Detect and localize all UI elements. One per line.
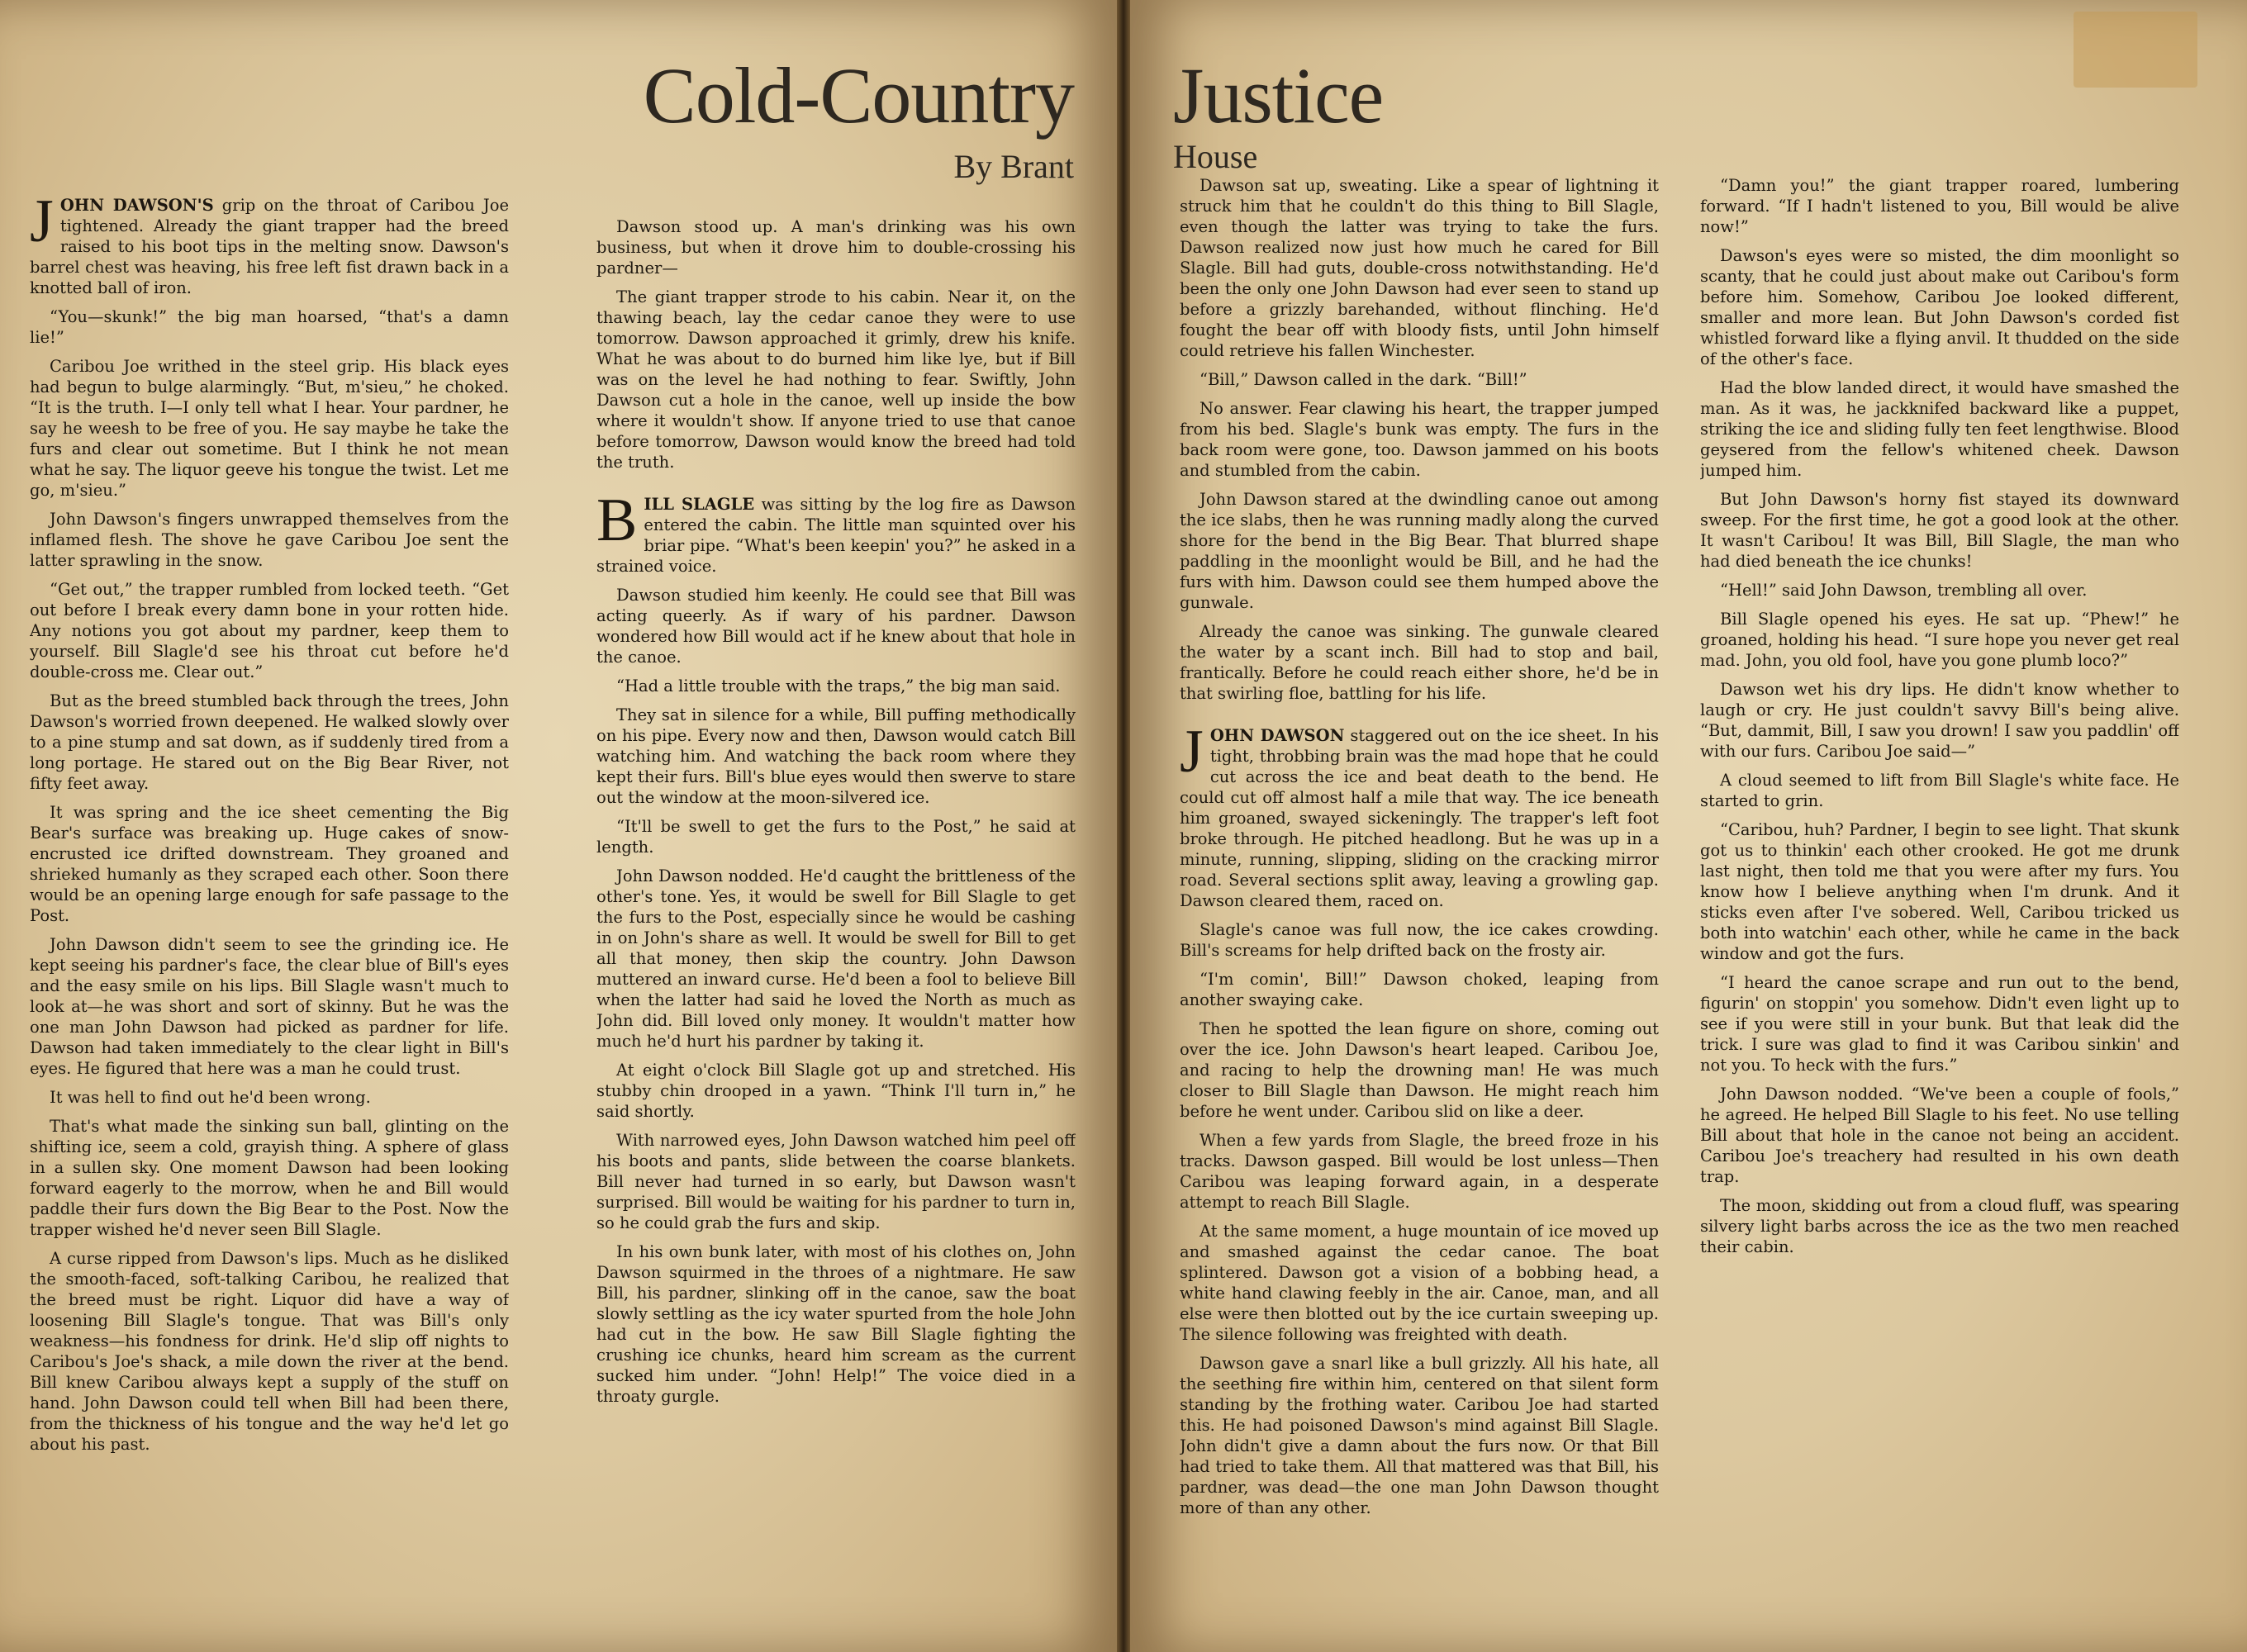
paragraph: “Caribou, huh? Pardner, I begin to see light. That skunk got us to thinkin' each other crooked. He got me drunk last night, then told me that you were after my furs. You know how I believe anything when I'm drunk. And it sticks even after I've sobered. Well, Caribou tricked us both into watchin' each other, while he came in the back window and got the furs.	[1700, 820, 2179, 963]
paragraph: A curse ripped from Dawson's lips. Much as he disliked the smooth-faced, soft-talking Caribou, he realized that the breed must be right. Liquor did have a way of loosening Bill Slagle's tongue. That was Bill's only weakness—his fondness for drink. He'd slip off nights to Caribou's Joe's shack, a mile down the river at the bend. Bill knew Caribou always kept a supply of the stuff on hand. John Dawson could tell when Bill had been there, from the thickness of his tongue and the way he'd let go about his past.	[30, 1249, 509, 1454]
paragraph: “I'm comin', Bill!” Dawson choked, leaping from another swaying cake.	[1180, 970, 1659, 1009]
paragraph: But John Dawson's horny fist stayed its downward sweep. For the first time, he got a good look at the other. It wasn't Caribou! It was Bill, Bill Slagle, the man who had died beneath the ice chunks!	[1700, 490, 2179, 571]
byline-first-part: By Brant	[953, 148, 1074, 185]
lead-in: ILL SLAGLE	[644, 495, 755, 514]
paragraph: Dawson's eyes were so misted, the dim moonlight so scanty, that he could just about make out Caribou's form before him. Somehow, Caribou Joe looked different, smaller and more lean. But John Dawson's corded fist whistled forward like a flying anvil. It thudded on the side of the other's face.	[1700, 246, 2179, 368]
paragraph: But as the breed stumbled back through the trees, John Dawson's worried frown deepened. He walked slowly over to a pine stump and sat down, as if suddenly tired from a long portage. He stared out on the Big Bear River, not fifty feet away.	[30, 691, 509, 793]
paragraph: A cloud seemed to lift from Bill Slagle's white face. He started to grin.	[1700, 771, 2179, 810]
drop-cap: B	[596, 487, 638, 554]
drop-cap: J	[1180, 718, 1204, 786]
paragraph: “Had a little trouble with the traps,” the big man said.	[616, 676, 1061, 695]
paragraph: It was hell to find out he'd been wrong.	[50, 1088, 371, 1107]
paragraph: Dawson gave a snarl like a bull grizzly. All his hate, all the seething fire within him, centered on that silent form standing by the frothing water. Caribou Joe had started this. He had poisoned Dawson's mind against Bill Slagle. John didn't give a damn about the furs now. Or that Bill had tried to take them. All that mattered was that Bill, his pardner, was dead—the one man John Dawson thought more of than any other.	[1180, 1354, 1659, 1517]
column-4	[1700, 175, 2179, 1629]
paragraph	[596, 487, 1076, 577]
paper-stain	[2074, 12, 2197, 88]
title-right-part: Justice	[1173, 51, 1384, 140]
column-2	[596, 216, 1076, 1629]
paragraph: “Hell!” said John Dawson, trembling all over.	[1720, 581, 2088, 600]
paragraph: “It'll be swell to get the furs to the Post,” he said at length.	[596, 817, 1076, 857]
right-page	[1130, 0, 2247, 1652]
paragraph-text: was sitting by the log fire as Dawson entered the cabin. The little man squinted over his briar pipe. “What's been keepin' you?” he asked in a strained voice.	[596, 495, 1076, 576]
paragraph: Dawson stood up. A man's drinking was his own business, but when it drove him to double-crossing his pardner—	[596, 217, 1076, 278]
paragraph: The moon, skidding out from a cloud fluff, was spearing silvery light barbs across the ice as the two men reached their cabin.	[1700, 1196, 2179, 1256]
paragraph: Then he spotted the lean figure on shore, coming out over the ice. John Dawson's heart leaped. Caribou Joe, and racing to help the drowning man! He was much closer to Bill Slagle than Dawson. He might reach him before he went under. Caribou slid on like a deer.	[1180, 1019, 1659, 1121]
drop-cap: J	[30, 195, 54, 255]
paragraph	[1180, 718, 1659, 911]
paragraph: In his own bunk later, with most of his clothes on, John Dawson squirmed in the throes of a nightmare. He saw Bill, his pardner, slinking off in the canoe, saw the boat slowly settling as the icy water spurted from the hole John had cut in the bow. He saw Bill Slagle fighting the crushing ice chunks, heard him scream as the current sucked him under. “John! Help!” The voice died in a throaty gurgle.	[596, 1242, 1076, 1406]
paragraph: Caribou Joe writhed in the steel grip. His black eyes had begun to bulge alarmingly. “But, m'sieu,” he choked. “It is the truth. I—I only tell what I hear. Your pardner, he say he weesh to be free of you. He say maybe he take the furs and clear out sometime. But I think he not mean what he say. The liquor geeve his tongue the twist. Let me go, m'sieu.”	[30, 357, 509, 500]
paragraph: Had the blow landed direct, it would have smashed the man. As it was, he jackknifed backward like a puppet, striking the ice and sliding fully ten feet lengthwise. Blood geysered from the fellow's whitened cheek. Dawson jumped him.	[1700, 378, 2179, 480]
paragraph: “Damn you!” the giant trapper roared, lumbering forward. “If I hadn't listened to you, Bill would be alive now!”	[1700, 176, 2179, 236]
spine-gutter	[1117, 0, 1130, 1652]
paragraph: “Get out,” the trapper rumbled from locked teeth. “Get out before I break every damn bone in your rotten hide. Any notions you got about my pardner, keep them to yourself. Bill Slagle'd see his throat cut before he'd double-cross me. Clear out.”	[30, 580, 509, 681]
title-left-part: Cold-Country	[643, 51, 1074, 140]
lead-in: OHN DAWSON'S	[59, 196, 214, 215]
paragraph: They sat in silence for a while, Bill puffing methodically on his pipe. Every now and then, Dawson would catch Bill watching him. And watching the back room where they kept their furs. Bill's blue eyes would then swerve to stare out the window at the moon-silvered ice.	[596, 705, 1076, 807]
paragraph: Dawson sat up, sweating. Like a spear of lightning it struck him that he couldn't do this thing to Bill Slagle, even though the latter was trying to take the furs. Dawson realized now just how much he cared for Bill Slagle. Bill had guts, double-cross notwithstanding. He'd been the only one John Dawson had ever seen to stand up before a grizzly barehanded, without flinching. He'd fought the bear off with bloody fists, until John himself could retrieve his fallen Winchester.	[1180, 176, 1659, 360]
paragraph-text: staggered out on the ice sheet. In his tight, throbbing brain was the mad hope that he could cut across the ice and beat death to the bend. He could cut off almost half a mile that way. The ice beneath him groaned, swayed sickeningly. The trapper's left foot broke through. He pitched headlong. But he was up in a minute, running, slipping, sliding on the cracking mirror road. Several sections split away, leaving a growling gap. Dawson cleared them, raced on.	[1180, 726, 1659, 910]
column-3	[1180, 175, 1659, 1629]
paragraph: John Dawson didn't seem to see the grinding ice. He kept seeing his pardner's face, the clear blue of Bill's eyes and the easy smile on his lips. Bill Slagle wasn't much to look at—he was short and sort of skinny. But he was the one man John Dawson had picked as pardner for life. Dawson had taken immediately to the clear light in Bill's eyes. He figured that here was a man he could trust.	[30, 935, 509, 1078]
paragraph: That's what made the sinking sun ball, glinting on the shifting ice, seem a cold, grayish thing. A sphere of glass in a sullen sky. One moment Dawson had been looking forward eagerly to the morrow, when he and Bill would paddle their furs down the Big Bear to the Post. Now the trapper wished he'd never seen Bill Slagle.	[30, 1117, 509, 1239]
paragraph: The giant trapper strode to his cabin. Near it, on the thawing beach, lay the cedar canoe they were to use tomorrow. Dawson approached it grimly, drew his knife. What he was about to do burned him like lye, but if Bill was on the level he had nothing to fear. Swiftly, John Dawson cut a hole in the canoe, well up inside the bow where it wouldn't show. If anyone tried to use that canoe before tomorrow, Dawson would know the breed had told the truth.	[596, 287, 1076, 472]
left-page	[0, 0, 1117, 1652]
paragraph: At eight o'clock Bill Slagle got up and stretched. His stubby chin drooped in a yawn. “Think I'll turn in,” he said shortly.	[596, 1061, 1076, 1121]
paragraph: John Dawson's fingers unwrapped themselves from the inflamed flesh. The shove he gave Caribou Joe sent the latter sprawling in the snow.	[30, 510, 509, 570]
paragraph-text: grip on the throat of Caribou Joe tightened. Already the giant trapper had the breed raised to his boot tips in the melting snow. Dawson's barrel chest was heaving, his free left fist drawn back in a knotted ball of iron.	[30, 196, 509, 297]
byline-second-part: House	[1173, 138, 1258, 175]
paragraph: Dawson studied him keenly. He could see that Bill was acting queerly. As if wary of his pardner. Dawson wondered how Bill would act if he knew about that hole in the canoe.	[596, 586, 1076, 667]
paragraph: When a few yards from Slagle, the breed froze in his tracks. Dawson gasped. Bill would be lost unless—Then Caribou was leaping forward again, in a desperate attempt to reach Bill Slagle.	[1180, 1131, 1659, 1212]
paragraph: John Dawson nodded. “We've been a couple of fools,” he agreed. He helped Bill Slagle to his feet. No use telling Bill about that hole in the canoe not being an accident. Caribou Joe's treachery had resulted in his own death trap.	[1700, 1085, 2179, 1186]
paragraph: “I heard the canoe scrape and run out to the bend, figurin' on stoppin' you somehow. Didn't even light up to see if you were still in your bunk. But that leak did the trick. I sure was glad to find it was Caribou sinkin' and not you. To heck with the furs.”	[1700, 973, 2179, 1075]
paragraph: Slagle's canoe was full now, the ice cakes crowding. Bill's screams for help drifted back on the frosty air.	[1180, 920, 1659, 960]
paragraph: No answer. Fear clawing his heart, the trapper jumped from his bed. Slagle's bunk was empty. The furs in the back room were gone, too. Dawson jammed on his boots and stumbled from the cabin.	[1180, 399, 1659, 480]
paragraph	[30, 195, 509, 298]
paragraph: Dawson wet his dry lips. He didn't know whether to laugh or cry. He just couldn't savvy Bill's being alive. “But, dammit, Bill, I saw you drown! I saw you paddlin' off with our furs. Caribou Joe said—”	[1700, 680, 2179, 761]
paragraph: With narrowed eyes, John Dawson watched him peel off his boots and pants, slide between the coarse blankets. Bill never had turned in so early, but Dawson wasn't surprised. Bill would be waiting for his pardner to turn in, so he could grab the furs and skip.	[596, 1131, 1076, 1232]
paragraph: Already the canoe was sinking. The gunwale cleared the water by a scant inch. Bill had to stop and bail, frantically. Before he could reach either shore, he'd be in that swirling floe, battling for his life.	[1180, 622, 1659, 703]
paragraph: At the same moment, a huge mountain of ice moved up and smashed against the cedar canoe. The boat splintered. Dawson got a vision of a bobbing head, a white hand clawing feebly in the air. Canoe, man, and all else were then blotted out by the ice curtain sweeping up. The silence following was freighted with death.	[1180, 1222, 1659, 1344]
column-1	[30, 195, 509, 1629]
paragraph: John Dawson stared at the dwindling canoe out among the ice slabs, then he was running madly along the curved shore for the bend in the Big Bear. That blurred shape paddling in the moonlight would be Bill, and he had the furs with him. Dawson could see them humped above the gunwale.	[1180, 490, 1659, 612]
paragraph: John Dawson nodded. He'd caught the brittleness of the other's tone. Yes, it would be swell for Bill Slagle to get the furs to the Post, especially since he would be cashing in on John's share as well. It would be swell for Bill to get all that money, then skip the country. John Dawson muttered an inward curse. He'd been a fool to believe Bill when the latter had said he loved the North as much as John did. Bill loved only money. It wouldn't matter how much he'd hurt his pardner by taking it.	[596, 866, 1076, 1051]
lead-in: OHN DAWSON	[1209, 726, 1345, 745]
paragraph: Bill Slagle opened his eyes. He sat up. “Phew!” he groaned, holding his head. “I sure hope you never get real mad. John, you old fool, have you gone plumb loco?”	[1700, 610, 2179, 670]
paragraph: “Bill,” Dawson called in the dark. “Bill!”	[1200, 370, 1527, 389]
paragraph: It was spring and the ice sheet cementing the Big Bear's surface was breaking up. Huge cakes of snow-encrusted ice drifted downstream. They groaned and shrieked humanly as they scraped each other. Soon there would be an opening large enough for safe passage to the Post.	[30, 803, 509, 925]
paragraph: “You—skunk!” the big man hoarsed, “that's a damn lie!”	[30, 307, 509, 347]
